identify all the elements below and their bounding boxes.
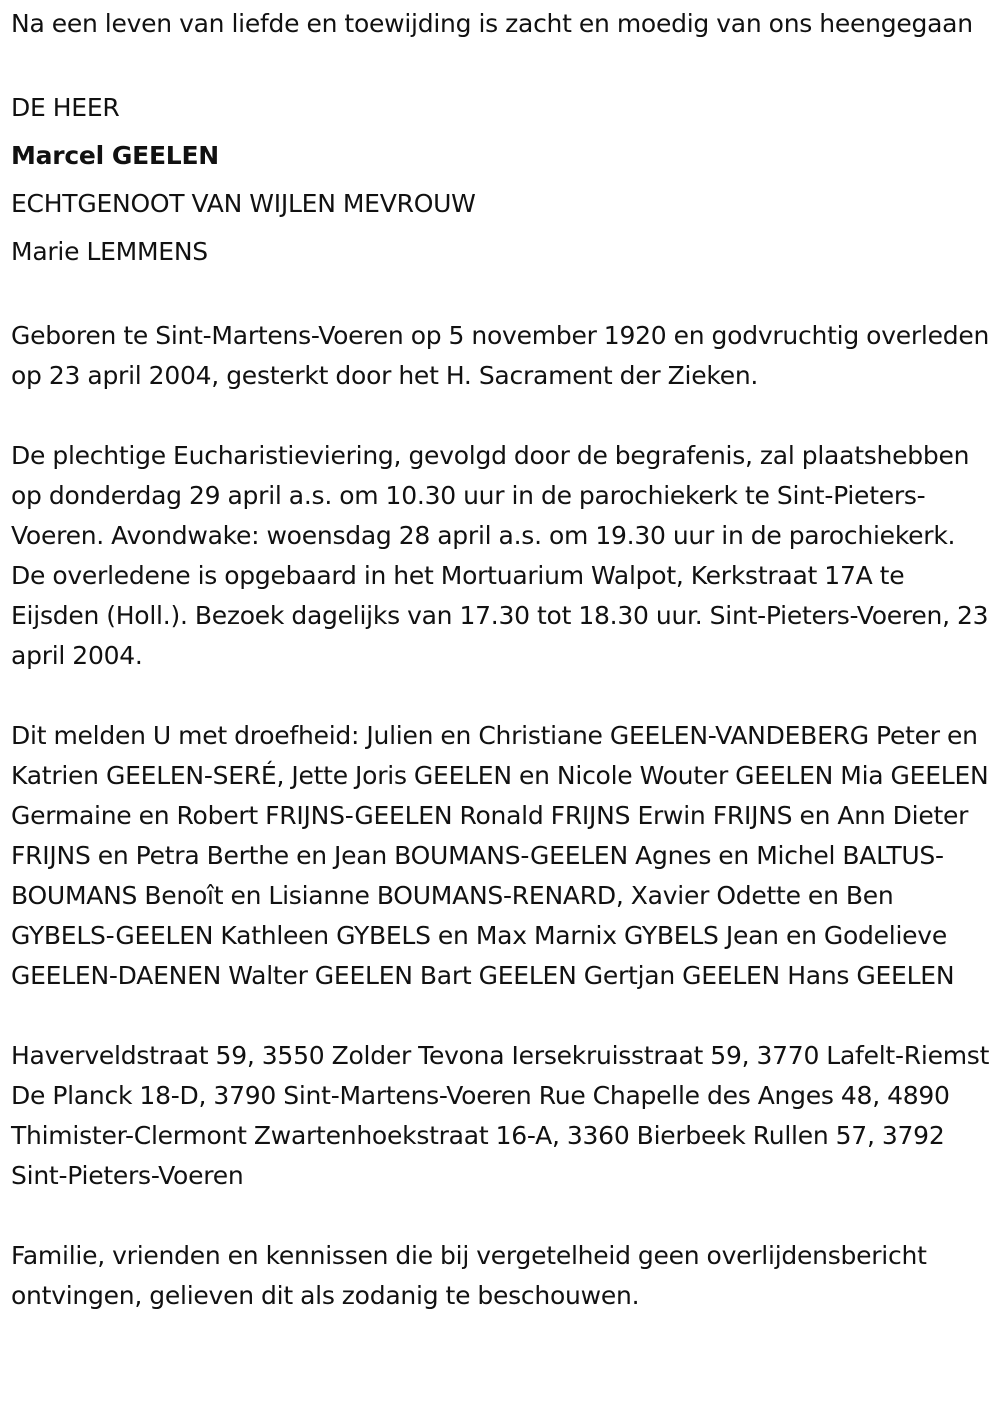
funeral-paragraph: De plechtige Eucharistieviering, gevolgd door de begrafenis, zal plaatshebben op donderdag 29 april a.s. om 10.30 uur in de parochiekerk te Sint-Pieters-Voeren. Avondwake: woensdag 28 april a.s. om 19.30 uur in de parochiekerk. De overledene is opgebaard in het Mortuarium Walpot, Kerkstraat 17A te Eijsden (Holl.). Bezoek dagelijks van 17.30 tot 18.30 uur. Sint-Pieters-Voeren, 23 april 2004. xyxy=(11,441,989,670)
spacer xyxy=(11,396,990,436)
addresses-paragraph: Haverveldstraat 59, 3550 Zolder Tevona Iersekruisstraat 59, 3770 Lafelt-Riemst De Planck 18-D, 3790 Sint-Martens-Voeren Rue Chapelle des Anges 48, 4890 Thimister-Clermont Zwartenhoekstraat 16-A, 3360 Bierbeek Rullen 57, 3792 Sint-Pieters-Voeren xyxy=(11,1041,990,1190)
spacer xyxy=(11,276,990,316)
deceased-name: Marcel GEELEN xyxy=(11,141,219,170)
spouse-label: ECHTGENOOT VAN WIJLEN MEVROUW xyxy=(11,189,476,218)
spacer xyxy=(11,996,990,1036)
spacer xyxy=(11,1196,990,1236)
family-paragraph: Dit melden U met droefheid: Julien en Christiane GEELEN-VANDEBERG Peter en Katrien GEELEN-SERÉ, Jette Joris GEELEN en Nicole Wouter GEELEN Mia GEELEN Germaine en Robert FRIJNS-GEELEN Ronald FRIJNS Erwin FRIJNS en Ann Dieter FRIJNS en Petra Berthe en Jean BOUMANS-GEELEN Agnes en Michel BALTUS-BOUMANS Benoît en Lisianne BOUMANS-RENARD, Xavier Odette en Ben GYBELS-GEELEN Kathleen GYBELS en Max Marnix GYBELS Jean en Godelieve GEELEN-DAENEN Walter GEELEN Bart GEELEN Gertjan GEELEN Hans GEELEN xyxy=(11,721,989,990)
spouse-name: Marie LEMMENS xyxy=(11,237,208,266)
intro-text: Na een leven van liefde en toewijding is zacht en moedig van ons heengegaan xyxy=(11,9,973,38)
deceased-title: DE HEER xyxy=(11,93,120,122)
spacer xyxy=(11,44,990,84)
spacer xyxy=(11,676,990,716)
closing-paragraph: Familie, vrienden en kennissen die bij vergetelheid geen overlijdensbericht ontvingen, gelieven dit als zodanig te beschouwen. xyxy=(11,1241,927,1310)
birth-death-paragraph: Geboren te Sint-Martens-Voeren op 5 november 1920 en godvruchtig overleden op 23 april 2004, gesterkt door het H. Sacrament der Zieken. xyxy=(11,321,990,390)
